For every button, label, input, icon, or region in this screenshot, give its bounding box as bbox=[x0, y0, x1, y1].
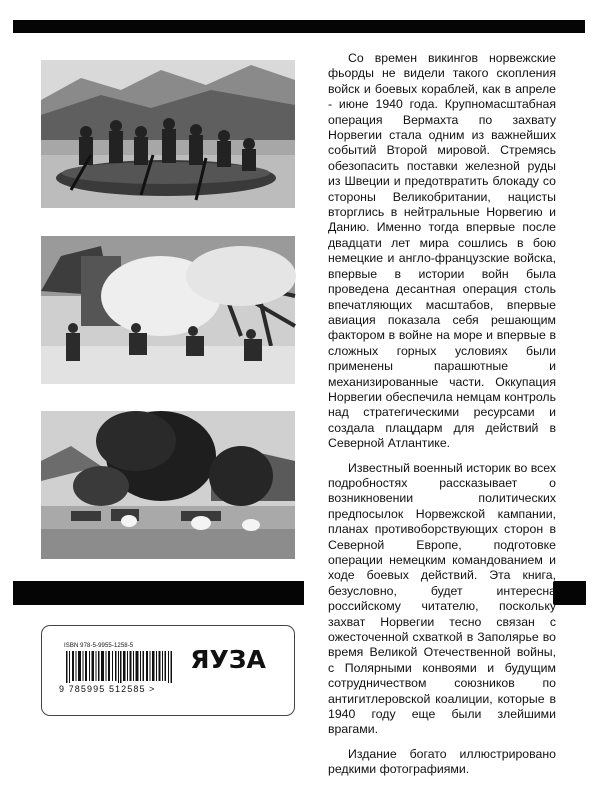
annotation-paragraph-2: Известный военный историк во всех подробностях рассказывает о возникновении политических предпосылок Норвежской кампании, планах противоборствующих сторон в Северной Европе, подготовке операции немецким командованием и ходе боевых действий. Эта книга, безусловно, будет интересна российскому читателю, поскольку захват Норвегии тесно связан с ожесточенной схваткой в Заполярье во время Великой Отечественной войны, с Полярными конвоями и будущим сотрудничеством союзников по антигитлеровской коалиции, которые в 1940 году еще были злейшими врагами. bbox=[328, 460, 556, 737]
bottom-left-black-band bbox=[13, 581, 304, 605]
annotation-text bbox=[328, 51, 556, 787]
photo-boat-soldiers bbox=[41, 60, 295, 208]
barcode bbox=[66, 651, 172, 683]
annotation-paragraph-3: Издание богато иллюстрировано редкими фотографиями. bbox=[328, 746, 556, 777]
top-black-bar bbox=[13, 20, 585, 33]
logo-text: ЯУЗА bbox=[190, 645, 266, 674]
barcode-digits: 9 785995 512585 > bbox=[59, 684, 156, 694]
annotation-paragraph-1: Со времен викингов норвежские фьорды не видели такого скопления войск и боевых кораблей, как в апреле - июне 1940 года. Крупномасштабная операция Вермахта по захвату Норвегии стала одним из важнейших событий Второй мировой. Стремясь обезопасить поставки железной руды из Швеции и предотвратить блокаду со стороны Великобритании, нацисты вторглись в нейтральные Норвегию и Данию. Именно тогда впервые после двадцати лет мира сошлись в бою немецкие и англо-французские войска, впервые в истории войн была проведена десантная операция столь впечатляющих масштабов, впервые авиация показала себя решающим фактором в войне на море и впервые в сложных горных условиях были применены парашютные и механизированные части. Оккупация Норвегии обеспечила немцам контроль над стратегическими ресурсами и создала плацдарм для действий в Северной Атлантике. bbox=[328, 51, 556, 451]
photo-burning-village bbox=[41, 236, 295, 384]
isbn-label: ISBN 978-5-9955-1258-5 bbox=[64, 643, 134, 649]
yauza-logo bbox=[190, 643, 266, 674]
burning-village-image bbox=[41, 236, 295, 384]
photo-harbor-smoke bbox=[41, 411, 295, 559]
harbor-smoke-image bbox=[41, 411, 295, 559]
right-edge-black-tab bbox=[553, 581, 586, 605]
boat-soldiers-image bbox=[41, 60, 295, 208]
